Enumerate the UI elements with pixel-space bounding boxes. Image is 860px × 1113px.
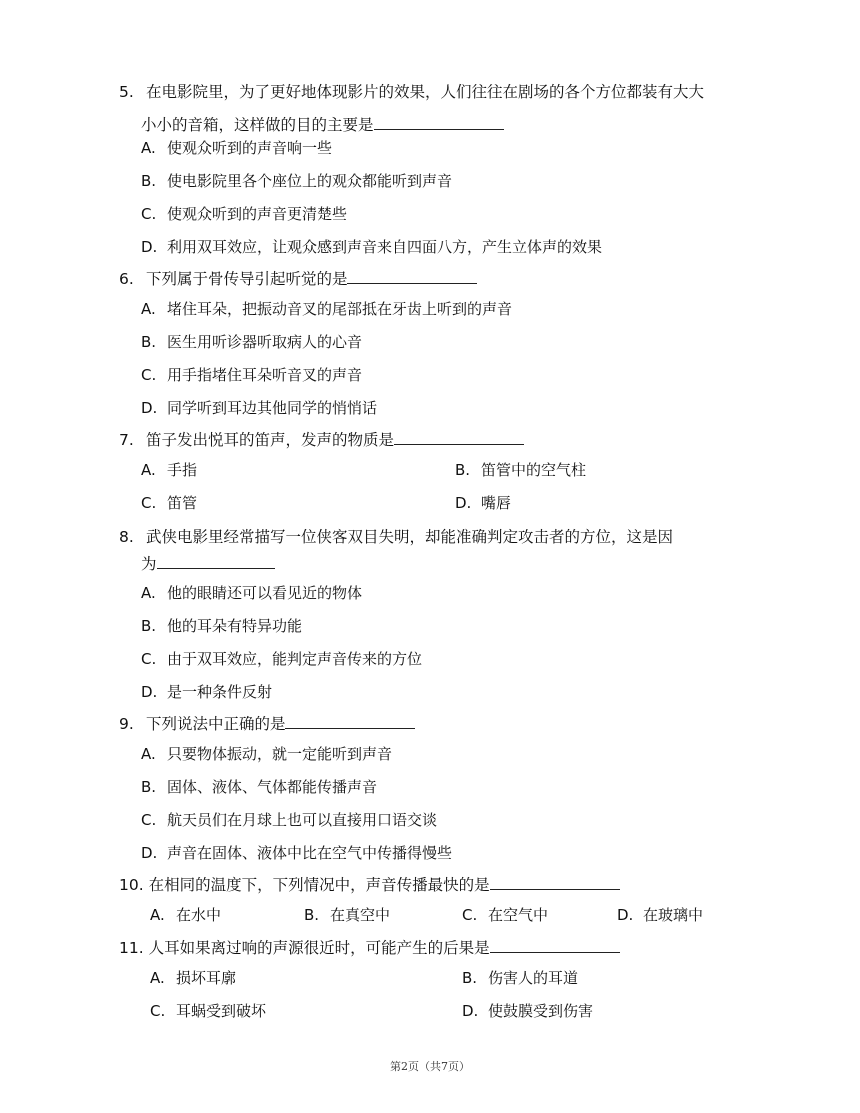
answer-blank xyxy=(374,115,504,130)
q7-option-d xyxy=(455,493,511,513)
option-text: 耳蜗受到破坏 xyxy=(176,1002,267,1020)
option-text: 他的眼睛还可以看见近的物体 xyxy=(167,584,363,602)
q11-option-d xyxy=(462,1001,593,1021)
option-letter: D. xyxy=(617,906,634,924)
option-text: 使电影院里各个座位上的观众都能听到声音 xyxy=(167,172,453,190)
question-number: 8. xyxy=(119,528,134,546)
q10-option-c xyxy=(462,905,548,925)
question-text: 下列说法中正确的是 xyxy=(145,715,286,733)
q10-option-a xyxy=(150,905,221,925)
q11-option-c xyxy=(150,1001,266,1021)
option-letter: C. xyxy=(141,494,157,512)
q8-option-a xyxy=(141,583,362,603)
question-10-stem xyxy=(119,875,620,895)
option-text: 在真空中 xyxy=(330,906,391,924)
option-letter: D. xyxy=(455,494,472,512)
option-letter: A. xyxy=(150,906,165,924)
option-text: 用手指堵住耳朵听音叉的声音 xyxy=(167,366,363,384)
q6-option-c xyxy=(141,365,362,385)
option-letter: B. xyxy=(141,617,157,635)
option-letter: D. xyxy=(141,238,158,256)
question-number: 9. xyxy=(119,715,134,733)
option-text: 由于双耳效应，能判定声音传来的方位 xyxy=(167,650,423,668)
option-text: 使观众听到的声音响一些 xyxy=(167,139,333,157)
option-text: 在水中 xyxy=(176,906,222,924)
option-text: 他的耳朵有特异功能 xyxy=(167,617,303,635)
option-letter: C. xyxy=(141,205,157,223)
question-text: 为 xyxy=(141,555,157,573)
option-letter: D. xyxy=(141,683,158,701)
option-letter: D. xyxy=(141,844,158,862)
q7-option-a xyxy=(141,460,197,480)
question-text: 武侠电影里经常描写一位侠客双目失明，却能准确判定攻击者的方位，这是因 xyxy=(145,528,673,546)
question-number: 10. xyxy=(119,876,144,894)
option-text: 使鼓膜受到伤害 xyxy=(488,1002,594,1020)
option-letter: B. xyxy=(141,778,157,796)
answer-blank xyxy=(285,714,415,729)
option-letter: B. xyxy=(141,172,157,190)
question-number: 6. xyxy=(119,270,134,288)
option-letter: B. xyxy=(304,906,320,924)
question-8-stem-line1 xyxy=(119,527,673,547)
q7-option-c xyxy=(141,493,197,513)
question-9-stem xyxy=(119,714,415,734)
option-letter: A. xyxy=(141,300,156,318)
q9-option-d xyxy=(141,843,452,863)
option-letter: B. xyxy=(462,969,478,987)
option-text: 笛管中的空气柱 xyxy=(481,461,587,479)
question-7-stem xyxy=(119,430,524,450)
q10-option-d xyxy=(617,905,703,925)
answer-blank xyxy=(490,875,620,890)
q5-option-a xyxy=(141,138,332,158)
option-letter: D. xyxy=(462,1002,479,1020)
question-text: 人耳如果离过响的声源很近时，可能产生的后果是 xyxy=(148,939,490,957)
option-letter: B. xyxy=(141,333,157,351)
question-5-stem-line1 xyxy=(119,82,704,102)
option-text: 声音在固体、液体中比在空气中传播得慢些 xyxy=(167,844,453,862)
answer-blank xyxy=(157,554,275,569)
option-letter: A. xyxy=(141,461,156,479)
option-letter: A. xyxy=(150,969,165,987)
question-number: 5. xyxy=(119,83,134,101)
option-text: 利用双耳效应，让观众感到声音来自四面八方，产生立体声的效果 xyxy=(167,238,603,256)
option-text: 同学听到耳边其他同学的悄悄话 xyxy=(167,399,378,417)
option-letter: A. xyxy=(141,745,156,763)
q8-option-b xyxy=(141,616,302,636)
option-letter: B. xyxy=(455,461,471,479)
option-letter: C. xyxy=(141,811,157,829)
option-text: 损坏耳廓 xyxy=(176,969,237,987)
question-text: 在相同的温度下，下列情况中，声音传播最快的是 xyxy=(148,876,490,894)
q6-option-d xyxy=(141,398,377,418)
option-letter: D. xyxy=(141,399,158,417)
q5-option-c xyxy=(141,204,347,224)
q10-option-b xyxy=(304,905,390,925)
question-number: 7. xyxy=(119,431,134,449)
q6-option-b xyxy=(141,332,362,352)
q9-option-c xyxy=(141,810,437,830)
option-text: 堵住耳朵，把振动音叉的尾部抵在牙齿上听到的声音 xyxy=(167,300,513,318)
q9-option-a xyxy=(141,744,392,764)
q6-option-a xyxy=(141,299,512,319)
question-11-stem xyxy=(119,938,620,958)
option-letter: A. xyxy=(141,584,156,602)
question-text: 小小的音箱，这样做的目的主要是 xyxy=(141,116,374,134)
option-letter: C. xyxy=(462,906,478,924)
option-letter: C. xyxy=(141,366,157,384)
option-text: 航天员们在月球上也可以直接用口语交谈 xyxy=(167,811,438,829)
option-text: 使观众听到的声音更清楚些 xyxy=(167,205,348,223)
question-6-stem xyxy=(119,269,477,289)
answer-blank xyxy=(490,938,620,953)
option-text: 笛管 xyxy=(167,494,198,512)
q5-option-b xyxy=(141,171,452,191)
q5-option-d xyxy=(141,237,602,257)
question-5-stem-line2 xyxy=(141,115,504,135)
option-text: 在玻璃中 xyxy=(643,906,704,924)
question-text: 笛子发出悦耳的笛声，发声的物质是 xyxy=(145,431,394,449)
option-text: 只要物体振动，就一定能听到声音 xyxy=(167,745,393,763)
option-text: 医生用听诊器听取病人的心音 xyxy=(167,333,363,351)
q8-option-c xyxy=(141,649,422,669)
q11-option-a xyxy=(150,968,236,988)
question-text: 在电影院里，为了更好地体现影片的效果，人们往往在剧场的各个方位都装有大大 xyxy=(145,83,704,101)
option-letter: A. xyxy=(141,139,156,157)
option-text: 嘴唇 xyxy=(481,494,512,512)
q11-option-b xyxy=(462,968,578,988)
option-text: 在空气中 xyxy=(488,906,549,924)
q9-option-b xyxy=(141,777,377,797)
answer-blank xyxy=(394,430,524,445)
question-8-stem-line2 xyxy=(141,554,275,574)
option-letter: C. xyxy=(150,1002,166,1020)
q7-option-b xyxy=(455,460,586,480)
page-footer: 第2页（共7页） xyxy=(390,1060,470,1073)
option-text: 手指 xyxy=(167,461,198,479)
answer-blank xyxy=(347,269,477,284)
option-letter: C. xyxy=(141,650,157,668)
question-text: 下列属于骨传导引起听觉的是 xyxy=(145,270,348,288)
option-text: 是一种条件反射 xyxy=(167,683,273,701)
option-text: 伤害人的耳道 xyxy=(488,969,579,987)
option-text: 固体、液体、气体都能传播声音 xyxy=(167,778,378,796)
question-number: 11. xyxy=(119,939,144,957)
q8-option-d xyxy=(141,682,272,702)
